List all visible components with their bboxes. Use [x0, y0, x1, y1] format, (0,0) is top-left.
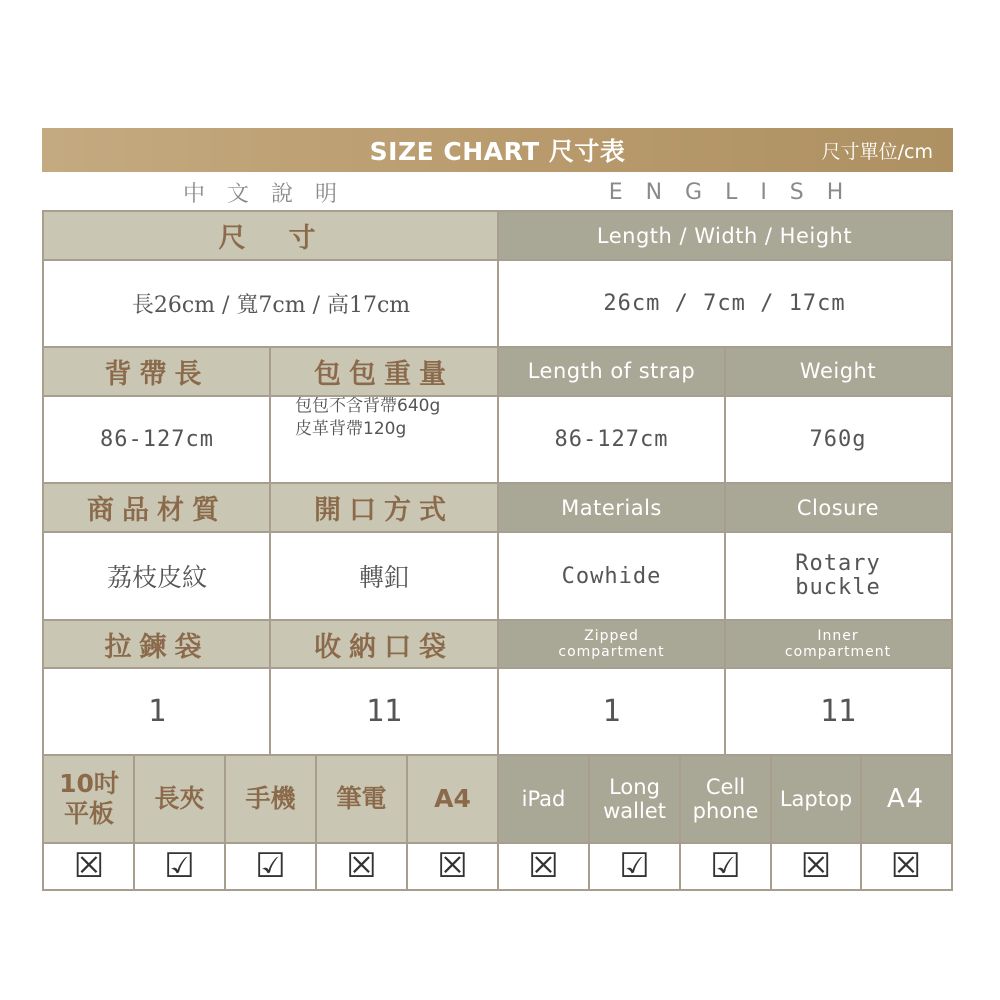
material-label-en: Materials — [498, 483, 725, 532]
cross-box-icon: ☒ — [407, 843, 498, 889]
check-box-icon: ☑ — [680, 843, 771, 889]
fit-label-laptop-cn: 筆電 — [316, 755, 407, 843]
chinese-heading: 中 文 說 明 — [182, 181, 337, 207]
closure-label-cn: 開口方式 — [270, 483, 498, 532]
column-divider — [770, 755, 772, 889]
check-box-icon: ☑ — [134, 843, 225, 889]
column-divider — [588, 755, 590, 889]
unit-label: 尺寸單位/cm — [821, 140, 933, 163]
column-divider — [860, 755, 862, 889]
size-label-cn: 尺 寸 — [44, 212, 498, 259]
closure-value-en-line1: Rotary — [795, 551, 881, 576]
column-divider — [406, 755, 408, 889]
zip-value-cn: 1 — [44, 668, 270, 755]
strap-label-cn: 背帶長 — [44, 347, 270, 395]
fit-label-tablet-cn — [44, 755, 134, 843]
size-label-en: Length / Width / Height — [498, 212, 951, 259]
column-divider — [224, 755, 226, 889]
column-divider — [315, 755, 317, 889]
size-value-cn: 長26cm / 寬7cm / 高17cm — [44, 259, 498, 347]
column-divider — [497, 212, 499, 889]
zip-label-en-line1: Zipped — [584, 628, 639, 644]
cross-box-icon: ☒ — [861, 843, 951, 889]
cross-box-icon: ☒ — [44, 843, 134, 889]
fit-label-line1: Cell — [705, 775, 746, 799]
size-value-en: 26cm / 7cm / 17cm — [498, 259, 951, 347]
fit-label-wallet-cn: 長夾 — [134, 755, 225, 843]
closure-value-en-line2: buckle — [795, 575, 881, 600]
weight-value-cn — [270, 395, 498, 483]
fit-label-wallet-en — [589, 755, 680, 843]
zip-label-en — [498, 620, 725, 668]
column-divider — [133, 755, 135, 889]
column-divider — [269, 347, 271, 755]
fit-label-line2: phone — [692, 799, 759, 823]
material-label-cn: 商品材質 — [44, 483, 270, 532]
column-divider — [724, 347, 726, 755]
zip-label-en-line2: compartment — [558, 644, 665, 660]
closure-label-en: Closure — [725, 483, 951, 532]
fit-label-a4-en: A4 — [861, 755, 951, 843]
title-bar — [42, 128, 953, 172]
fit-label-laptop-en: Laptop — [771, 755, 861, 843]
material-value-cn: 荔枝皮紋 — [44, 532, 270, 620]
weight-value-cn-line2: 皮革背帶120g — [295, 419, 407, 439]
fit-label-line2: 平板 — [63, 799, 114, 828]
fit-label-ipad-en: iPad — [498, 755, 589, 843]
inner-value-cn: 11 — [270, 668, 498, 755]
weight-value-en: 760g — [725, 395, 951, 483]
closure-value-cn: 轉釦 — [270, 532, 498, 620]
strap-label-en: Length of strap — [498, 347, 725, 395]
fit-label-phone-cn: 手機 — [225, 755, 316, 843]
inner-label-en — [725, 620, 951, 668]
cross-box-icon: ☒ — [771, 843, 861, 889]
check-box-icon: ☑ — [225, 843, 316, 889]
weight-label-cn: 包包重量 — [270, 347, 498, 395]
zip-label-cn: 拉鍊袋 — [44, 620, 270, 668]
column-divider — [679, 755, 681, 889]
fit-label-a4-cn: A4 — [407, 755, 498, 843]
weight-label-en: Weight — [725, 347, 951, 395]
fit-label-line1: 10吋 — [59, 769, 119, 798]
closure-value-en — [725, 532, 951, 620]
page-title: SIZE CHART 尺寸表 — [369, 137, 626, 166]
fit-label-line1: Long — [609, 775, 660, 799]
fit-label-phone-en — [680, 755, 771, 843]
inner-label-cn: 收納口袋 — [270, 620, 498, 668]
inner-value-en: 11 — [725, 668, 951, 755]
english-heading: E N G L I S H — [608, 179, 852, 205]
strap-value-cn: 86-127cm — [44, 395, 270, 483]
cross-box-icon: ☒ — [316, 843, 407, 889]
fit-label-line2: wallet — [603, 799, 666, 823]
material-value-en: Cowhide — [498, 532, 725, 620]
zip-value-en: 1 — [498, 668, 725, 755]
inner-label-en-line2: compartment — [784, 644, 892, 660]
strap-value-en: 86-127cm — [498, 395, 725, 483]
inner-label-en-line1: Inner — [817, 628, 859, 644]
cross-box-icon: ☒ — [498, 843, 589, 889]
check-box-icon: ☑ — [589, 843, 680, 889]
weight-value-cn-line1: 包包不含背帶640g — [295, 396, 441, 416]
